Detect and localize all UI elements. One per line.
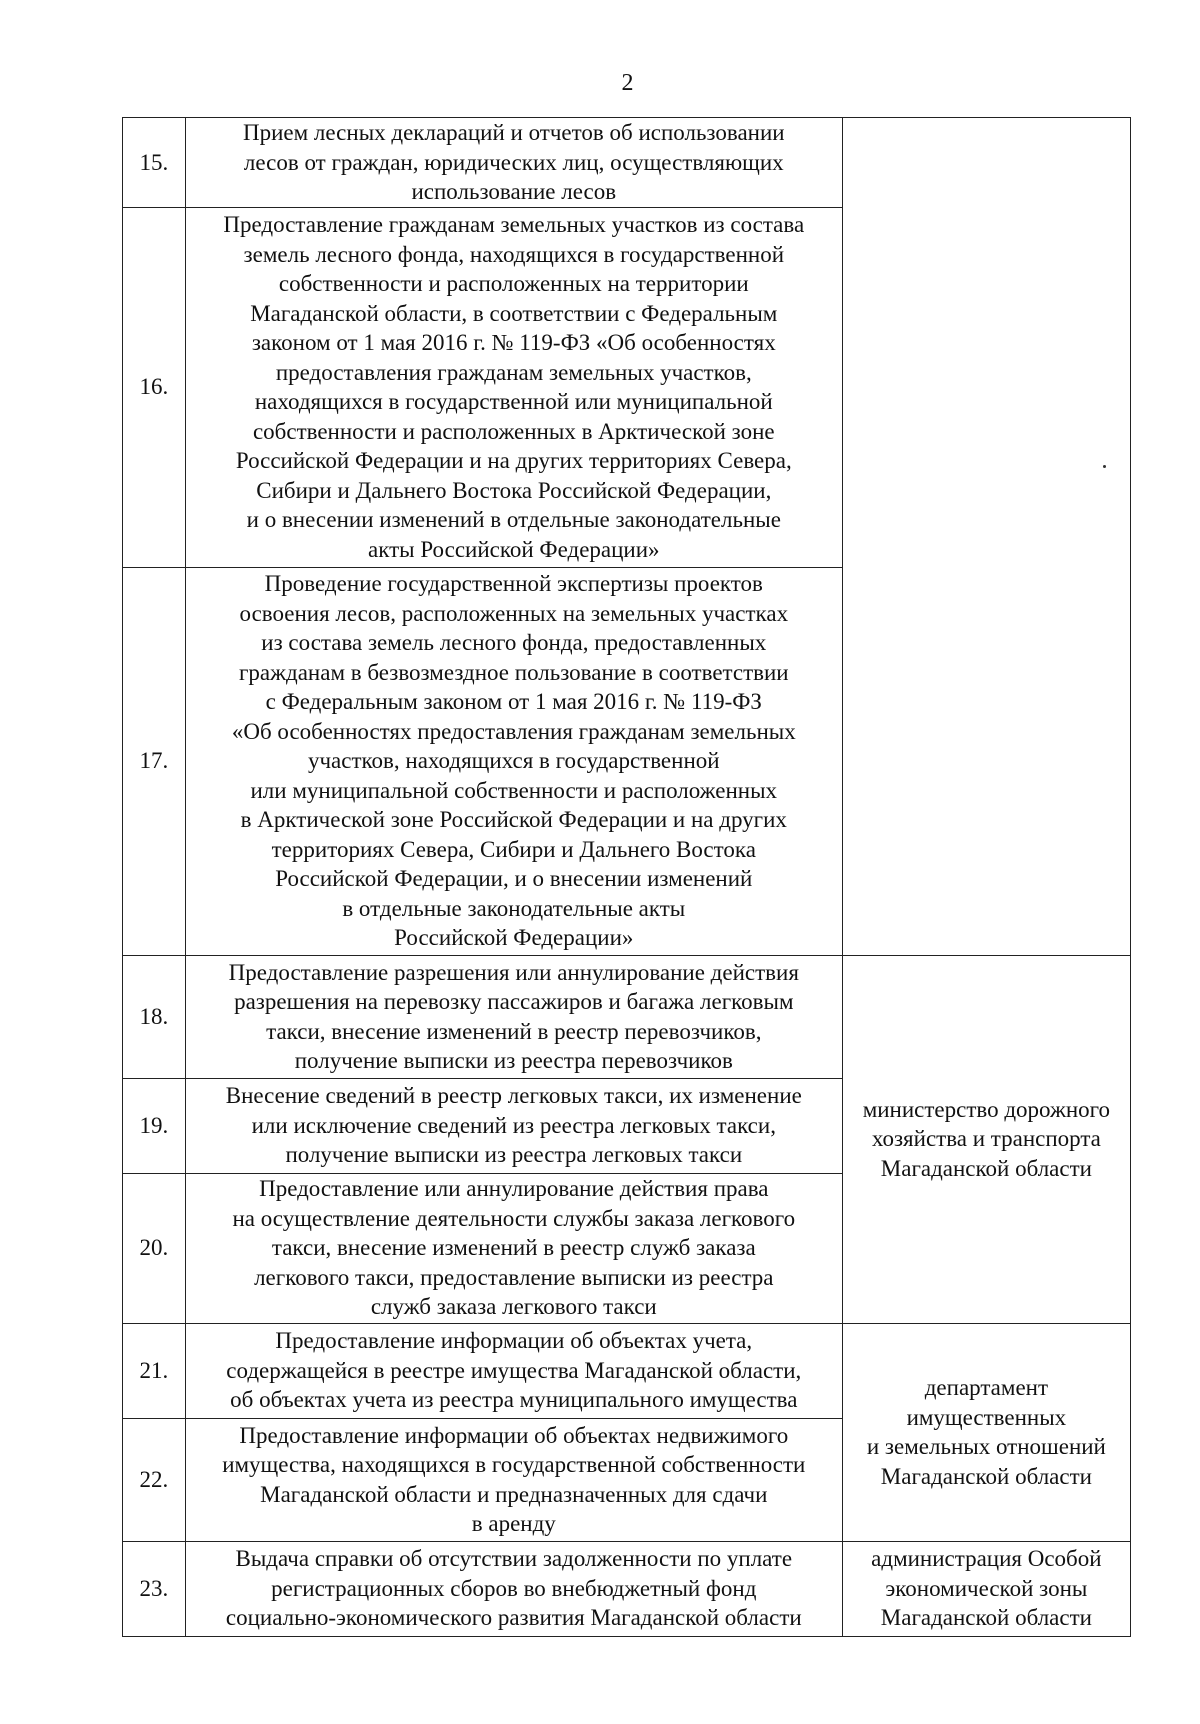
department-cell-empty [842, 118, 1130, 956]
scan-speck [1103, 465, 1106, 468]
department-transport: министерство дорожного хозяйства и транспорта Магаданской области [842, 955, 1130, 1323]
page-number: 2 [621, 70, 634, 96]
service-description: Предоставление информации об объектах недвижимого имущества, находящихся в государственной собственности Магаданской области и предназначенных для сдачи в аренду [185, 1418, 842, 1541]
service-description: Проведение государственной экспертизы проектов освоения лесов, расположенных на земельных участках из состава земель лесного фонда, предоставленных гражданам в безвозмездное пользование в соответствии с Федеральным законом от 1 мая 2016 г. № 119-ФЗ «Об особенностях предоставления гражданам земельных участков, находящихся в государственной или муниципальной собственности и расположенных в Арктической зоне Российской Федерации и на других территориях Севера, Сибири и Дальнего Востока Российской Федерации, и о внесении изменений в отдельные законодательные акты Российской Федерации» [185, 567, 842, 955]
row-number: 23. [123, 1541, 186, 1636]
service-description: Внесение сведений в реестр легковых такси, их изменение или исключение сведений из реестра легковых такси, получение выписки из реестра легковых такси [185, 1078, 842, 1173]
row-number: 16. [123, 207, 186, 567]
department-sez: администрация Особой экономической зоны Магаданской области [842, 1541, 1130, 1636]
service-description: Предоставление информации об объектах учета, содержащейся в реестре имущества Магаданской области, об объектах учета из реестра муниципального имущества [185, 1323, 842, 1418]
table-row [123, 118, 1131, 208]
table-row [123, 1323, 1131, 1418]
service-description: Предоставление гражданам земельных участков из состава земель лесного фонда, находящихся в государственной собственности и расположенных на территории Магаданской области, в соответствии с Федеральным законом от 1 мая 2016 г. № 119-ФЗ «Об особенностях предоставления гражданам земельных участков, находящихся в государственной или муниципальной собственности и расположенных в Арктической зоне Российской Федерации и на других территориях Севера, Сибири и Дальнего Востока Российской Федерации, и о внесении изменений в отдельные законодательные акты Российской Федерации» [185, 207, 842, 567]
row-number: 18. [123, 955, 186, 1078]
services-table [122, 117, 1131, 1637]
service-description: Предоставление разрешения или аннулирование действия разрешения на перевозку пассажиров и багажа легковым такси, внесение изменений в реестр перевозчиков, получение выписки из реестра перевозчиков [185, 955, 842, 1078]
row-number: 22. [123, 1418, 186, 1541]
row-number: 21. [123, 1323, 186, 1418]
table-row [123, 955, 1131, 1078]
service-description: Прием лесных деклараций и отчетов об использовании лесов от граждан, юридических лиц, осуществляющих использование лесов [185, 118, 842, 208]
row-number: 19. [123, 1078, 186, 1173]
row-number: 17. [123, 567, 186, 955]
service-description: Выдача справки об отсутствии задолженности по уплате регистрационных сборов во внебюджетный фонд социально-экономического развития Магаданской области [185, 1541, 842, 1636]
table-row [123, 1541, 1131, 1636]
row-number: 15. [123, 118, 186, 208]
row-number: 20. [123, 1173, 186, 1323]
department-property: департамент имущественных и земельных отношений Магаданской области [842, 1323, 1130, 1541]
service-description: Предоставление или аннулирование действия права на осуществление деятельности службы заказа легкового такси, внесение изменений в реестр служб заказа легкового такси, предоставление выписки из реестра служб заказа легкового такси [185, 1173, 842, 1323]
